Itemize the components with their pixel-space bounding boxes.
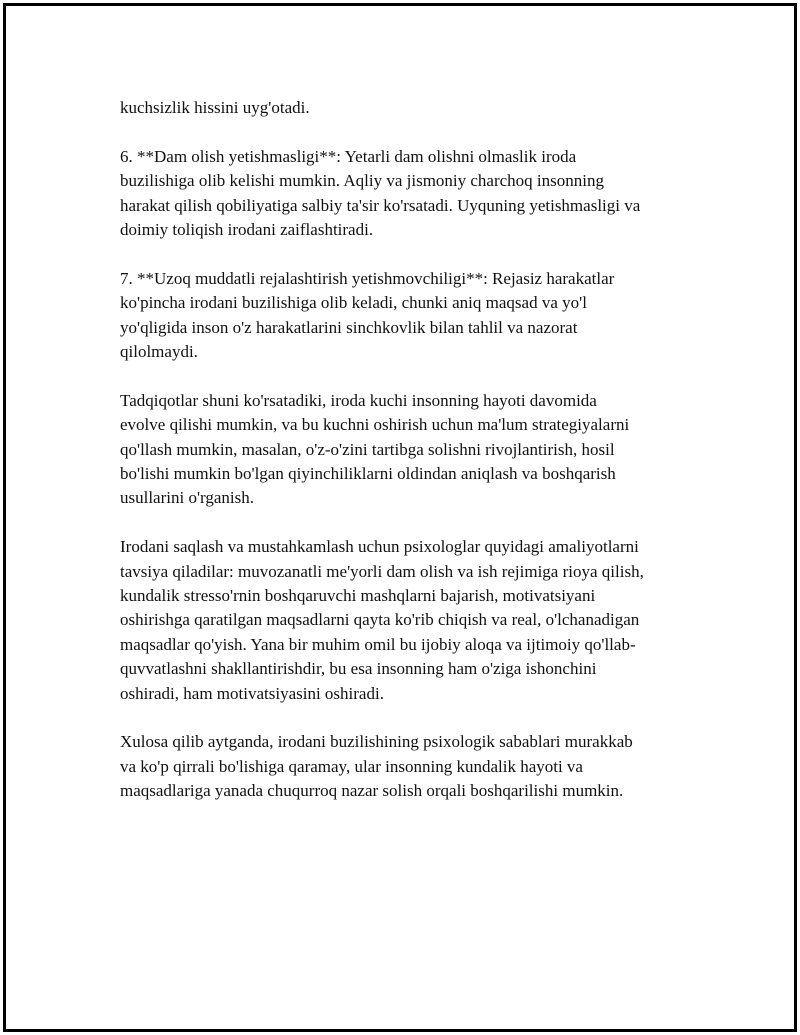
text-line: tavsiya qiladilar: muvozanatli me'yorli dam olish va ish rejimiga rioya qilish, [120,561,644,581]
text-line: Xulosa qilib aytganda, irodani buzilishining psixologik sabablari murakkab [120,732,633,752]
text-line: va ko'p qirrali bo'lishiga qaramay, ular insonning kundalik hayoti va [120,756,583,776]
text-line: doimiy toliqish irodani zaiflashtiradi. [120,220,374,240]
paragraph-conclusion [120,730,700,803]
text-line: Irodani saqlash va mustahkamlash uchun psixologlar quyidagi amaliyotlarni [120,537,639,557]
text-line: Tadqiqotlar shuni ko'rsatadiki, iroda kuchi insonning hayoti davomida [120,390,597,410]
paragraph-item-7 [120,267,700,365]
text-line: 6. **Dam olish yetishmasligi**: Yetarli dam olishni olmaslik iroda [120,146,577,166]
text-line: harakat qilish qobiliyatiga salbiy ta'sir ko'rsatadi. Uyquning yetishmasligi va [120,195,641,215]
text-line: qo'llash mumkin, masalan, o'z-o'zini tartibga solishni rivojlantirish, hosil [120,439,615,459]
text-line: 7. **Uzoq muddatli rejalashtirish yetishmovchiligi**: Rejasiz harakatlar [120,268,615,288]
text-line: yo'qligida inson o'z harakatlarini sinchkovlik bilan tahlil va nazorat [120,317,578,337]
document-body [120,96,700,828]
text-line: oshirishga qaratilgan maqsadlarni qayta ko'rib chiqish va real, o'lchanadigan [120,610,640,630]
paragraph-research [120,389,700,511]
text-line: bo'lishi mumkin bo'lgan qiyinchiliklarni oldindan aniqlash va boshqarish [120,464,616,484]
text-line: usullarini o'rganish. [120,488,255,508]
text-line: kundalik stresso'rnin boshqaruvchi mashqlarni bajarish, motivatsiyani [120,586,596,606]
text-line: evolve qilishi mumkin, va bu kuchni oshirish uchun ma'lum strategiyalarni [120,415,630,435]
text-line: ko'pincha irodani buzilishiga olib keladi, chunki aniq maqsad va yo'l [120,293,587,313]
text-line: qilolmaydi. [120,342,198,362]
text-line: maqsadlar qo'yish. Yana bir muhim omil bu ijobiy aloqa va ijtimoiy qo'llab- [120,634,636,654]
paragraph-recommendations [120,535,700,706]
text-line: kuchsizlik hissini uyg'otadi. [120,98,310,117]
text-line: buzilishiga olib kelishi mumkin. Aqliy va jismoniy charchoq insonning [120,171,604,191]
page-frame [3,3,797,1032]
text-line: oshiradi, ham motivatsiyasini oshiradi. [120,683,384,703]
text-line: maqsadlariga yanada chuqurroq nazar solish orqali boshqarilishi mumkin. [120,781,624,801]
text-line: quvvatlashni shakllantirishdir, bu esa insonning ham o'ziga ishonchini [120,659,597,679]
paragraph-continuation [120,96,700,120]
paragraph-item-6 [120,145,700,243]
